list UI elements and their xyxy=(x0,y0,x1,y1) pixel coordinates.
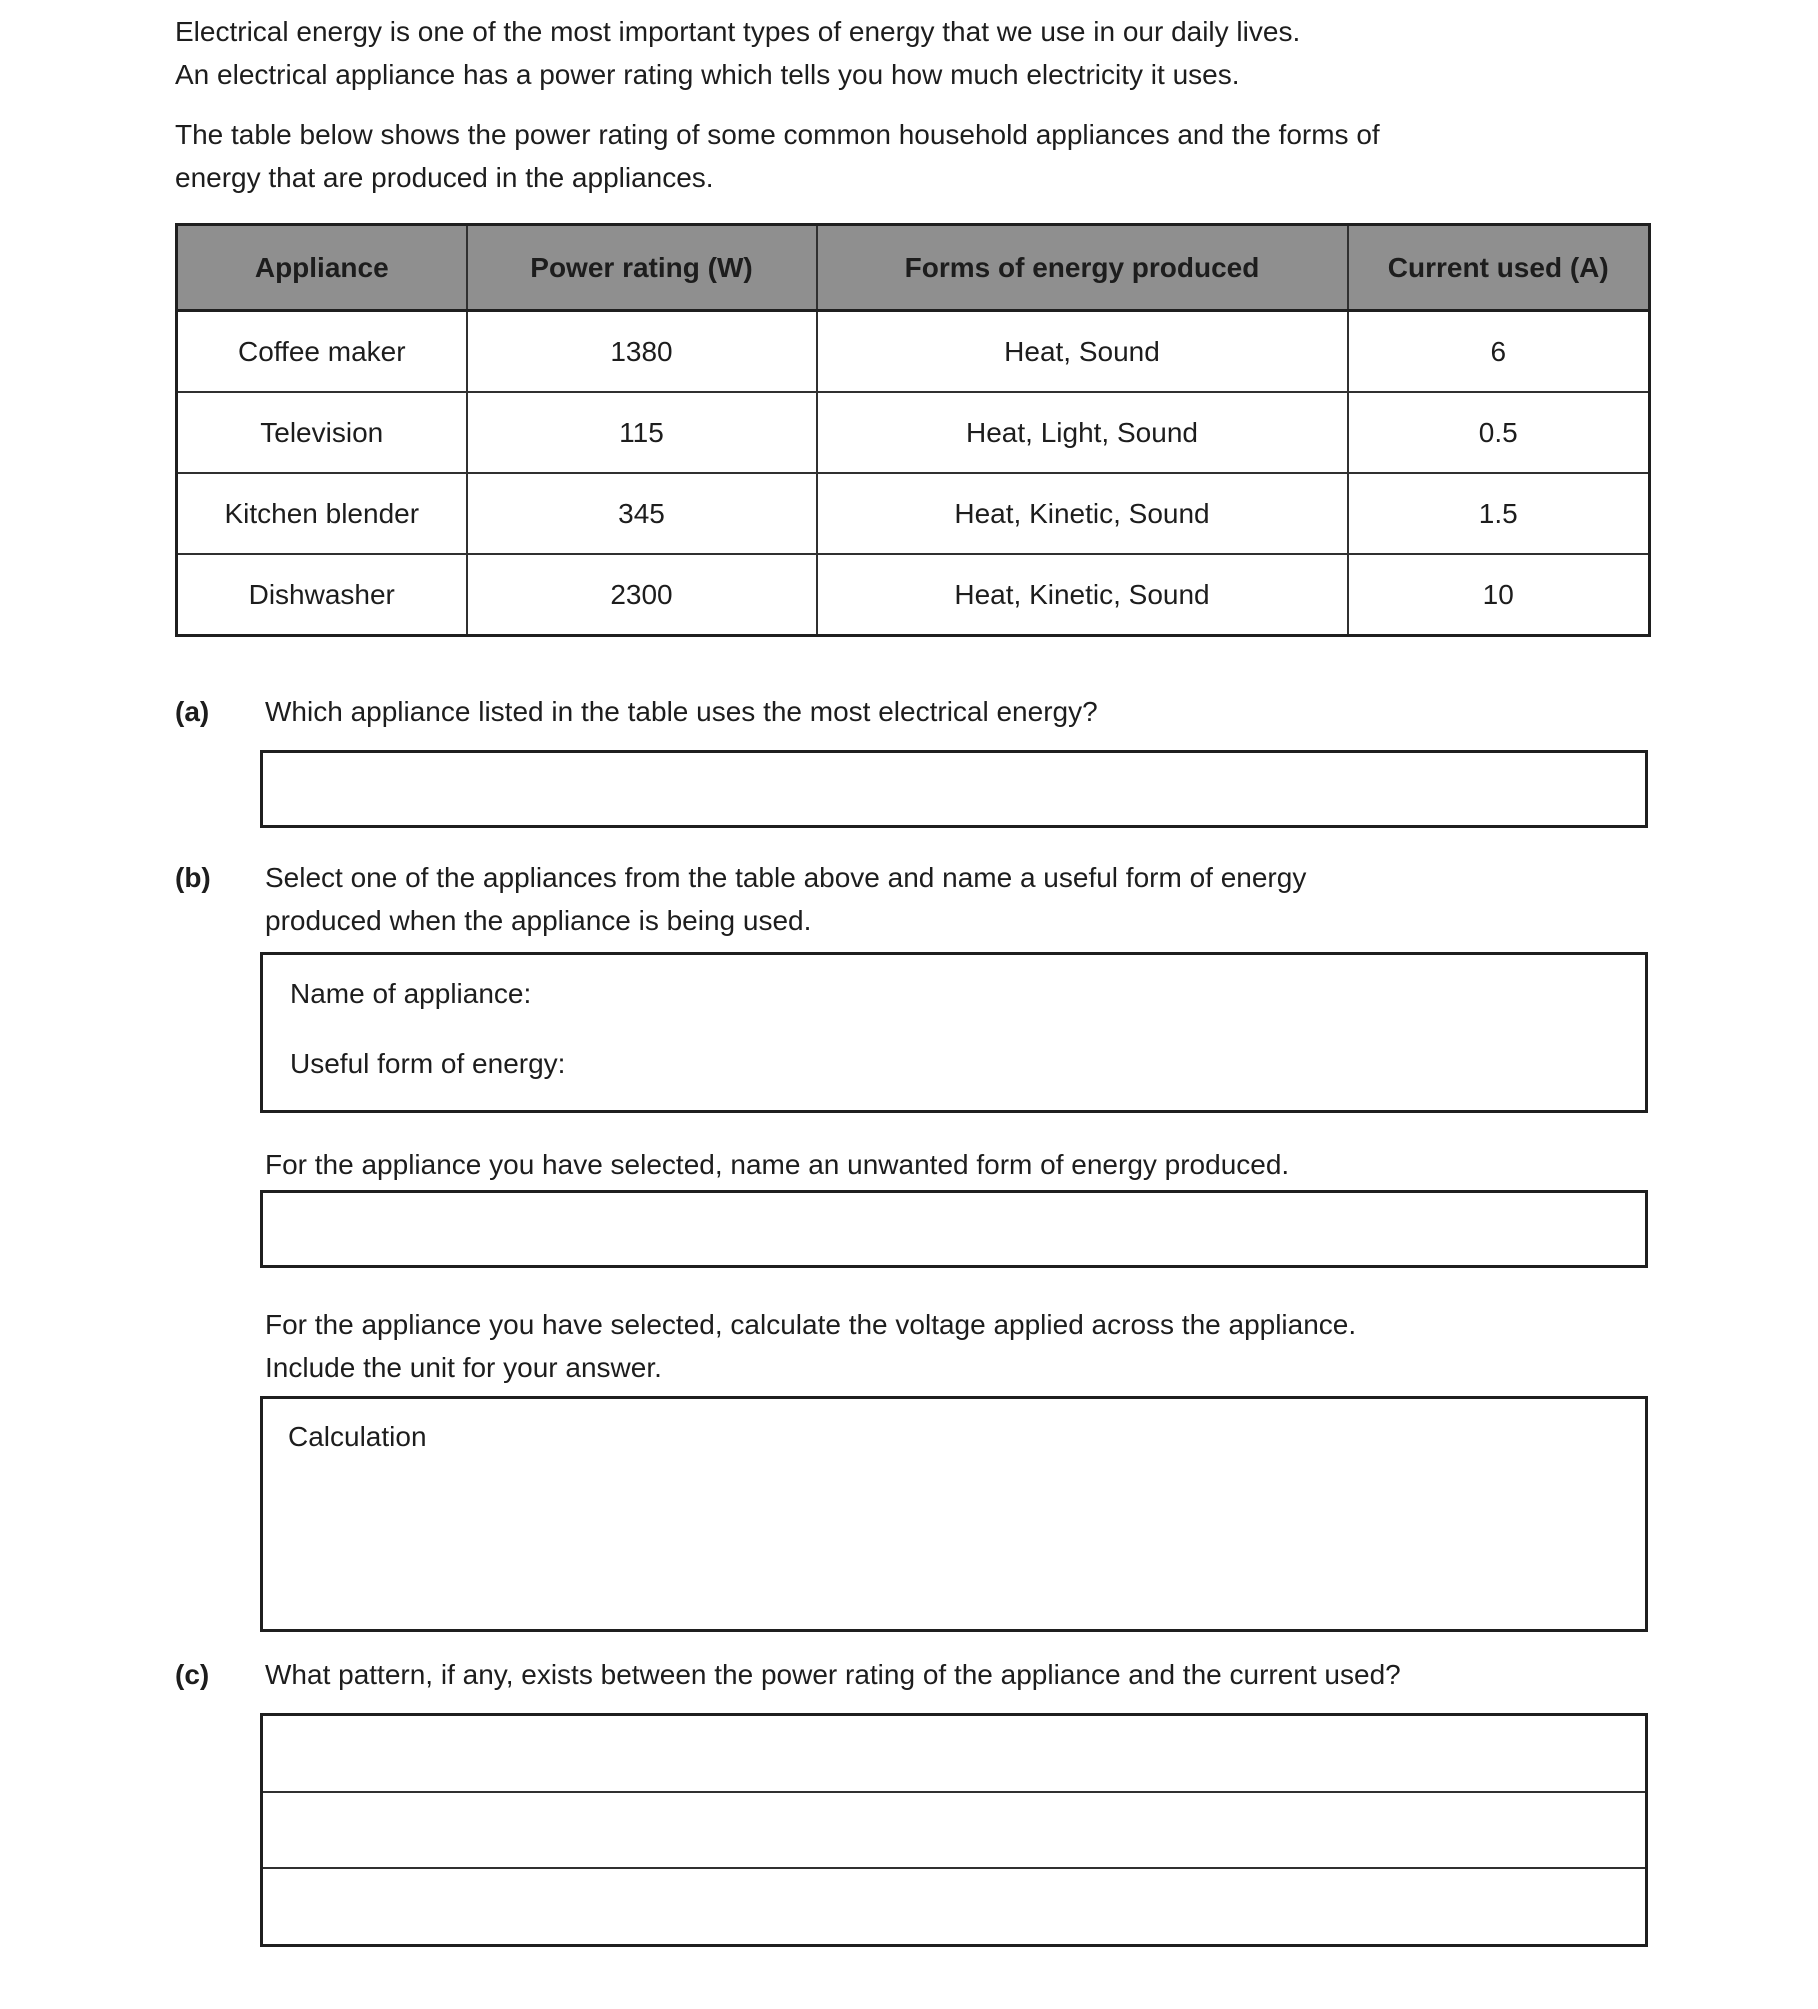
intro-paragraph-1 xyxy=(175,10,1300,96)
cell-energy: Heat, Kinetic, Sound xyxy=(817,473,1348,554)
question-c-label: (c) xyxy=(175,1659,210,1690)
intro-line: An electrical appliance has a power rating which tells you how much electricity it uses. xyxy=(175,59,1240,90)
question-b-text-line: produced when the appliance is being used. xyxy=(265,905,812,936)
answer-box-calculation[interactable] xyxy=(260,1396,1648,1632)
question-b-label: (b) xyxy=(175,862,211,893)
table-row xyxy=(177,473,1650,554)
table-row xyxy=(177,554,1650,636)
cell-current: 10 xyxy=(1348,554,1650,636)
question-c-text: What pattern, if any, exists between the power rating of the appliance and the current used? xyxy=(265,1659,1401,1690)
cell-power: 1380 xyxy=(467,311,817,393)
cell-energy: Heat, Kinetic, Sound xyxy=(817,554,1348,636)
cell-appliance: Coffee maker xyxy=(177,311,467,393)
question-b-voltage-line: For the appliance you have selected, calculate the voltage applied across the appliance. xyxy=(265,1309,1357,1340)
intro-paragraph-2 xyxy=(175,113,1380,199)
calculation-label: Calculation xyxy=(288,1421,427,1452)
intro-line: Electrical energy is one of the most important types of energy that we use in our daily lives. xyxy=(175,16,1301,47)
cell-energy: Heat, Light, Sound xyxy=(817,392,1348,473)
cell-current: 1.5 xyxy=(1348,473,1650,554)
cell-energy: Heat, Sound xyxy=(817,311,1348,393)
column-header-appliance: Appliance xyxy=(177,225,467,311)
answer-box-b[interactable] xyxy=(260,952,1648,1113)
answer-line[interactable] xyxy=(263,1867,1645,1944)
field-label-useful-energy: Useful form of energy: xyxy=(290,1048,566,1079)
cell-power: 115 xyxy=(467,392,817,473)
cell-appliance: Kitchen blender xyxy=(177,473,467,554)
column-header-current-used: Current used (A) xyxy=(1348,225,1650,311)
question-b-unwanted-text: For the appliance you have selected, name an unwanted form of energy produced. xyxy=(265,1149,1290,1180)
cell-power: 345 xyxy=(467,473,817,554)
appliance-table xyxy=(175,223,1651,637)
cell-current: 6 xyxy=(1348,311,1650,393)
intro-line: The table below shows the power rating of some common household appliances and the forms of xyxy=(175,119,1380,150)
table-row xyxy=(177,392,1650,473)
answer-line[interactable] xyxy=(263,1791,1645,1868)
column-header-power-rating: Power rating (W) xyxy=(467,225,817,311)
table-row xyxy=(177,311,1650,393)
intro-line: energy that are produced in the appliances. xyxy=(175,162,714,193)
question-b-voltage-line: Include the unit for your answer. xyxy=(265,1352,662,1383)
cell-current: 0.5 xyxy=(1348,392,1650,473)
question-a-label: (a) xyxy=(175,696,210,727)
cell-power: 2300 xyxy=(467,554,817,636)
answer-box-c[interactable] xyxy=(260,1713,1648,1947)
question-a-text: Which appliance listed in the table uses the most electrical energy? xyxy=(265,696,1098,727)
column-header-energy-forms: Forms of energy produced xyxy=(817,225,1348,311)
answer-line[interactable] xyxy=(263,1716,1645,1791)
cell-appliance: Television xyxy=(177,392,467,473)
answer-box-unwanted-energy[interactable] xyxy=(260,1190,1648,1268)
question-b-text-line: Select one of the appliances from the table above and name a useful form of energy xyxy=(265,862,1307,893)
question-b-text xyxy=(265,856,1306,942)
field-label-appliance-name: Name of appliance: xyxy=(290,978,532,1009)
table-header-row xyxy=(177,225,1650,311)
answer-box-a[interactable] xyxy=(260,750,1648,828)
cell-appliance: Dishwasher xyxy=(177,554,467,636)
question-b-voltage-text xyxy=(265,1303,1356,1389)
